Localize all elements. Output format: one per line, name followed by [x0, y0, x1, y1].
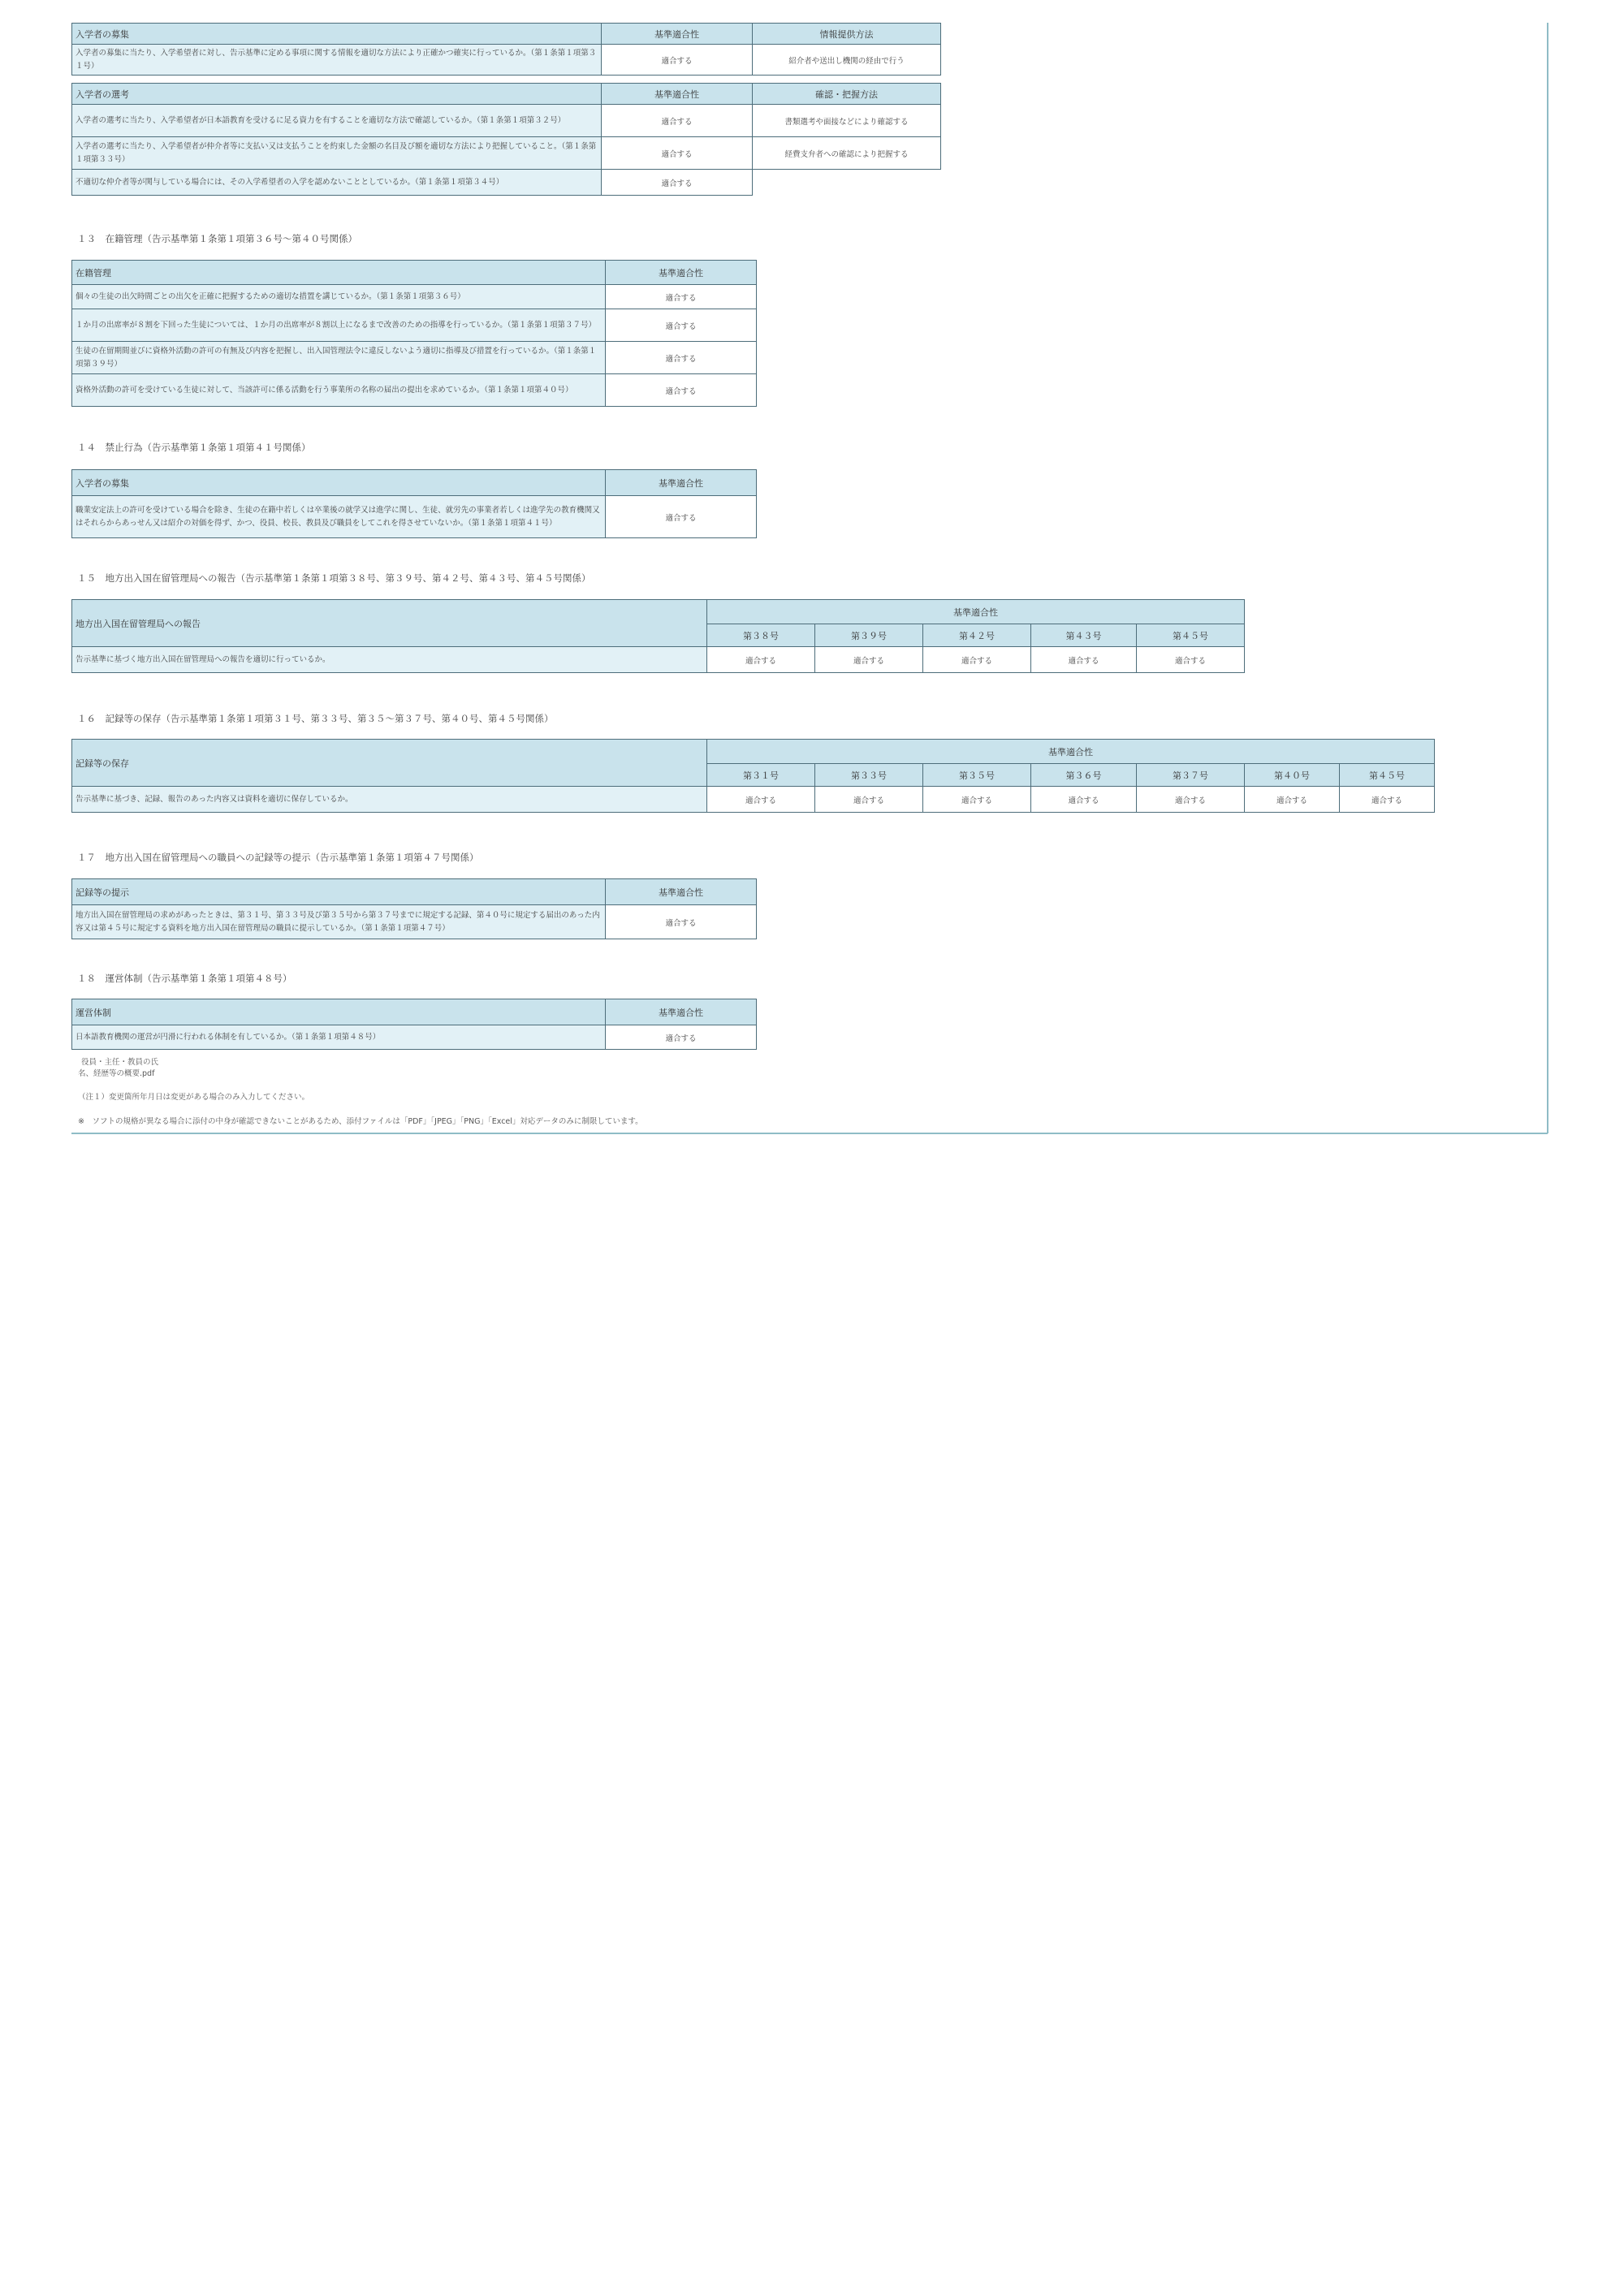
table-row	[72, 342, 757, 374]
conformity-value: 適合する	[815, 787, 923, 813]
method-value: 経費支弁者への確認により把握する	[753, 137, 941, 170]
column-header-conformity: 基準適合性	[606, 879, 757, 905]
table-header: 記録等の提示	[72, 879, 606, 905]
column-group-conformity: 基準適合性	[707, 600, 1245, 624]
conformity-value: 適合する	[923, 787, 1031, 813]
column-header-method: 情報提供方法	[753, 24, 941, 45]
conformity-value: 適合する	[602, 45, 753, 76]
conformity-value: 適合する	[707, 787, 815, 813]
table-record-presentation	[71, 878, 757, 939]
column-header-conformity: 基準適合性	[606, 470, 757, 496]
conformity-value: 適合する	[606, 374, 757, 407]
page-frame-bottom	[71, 1133, 1548, 1134]
row-question: 個々の生徒の出欠時間ごとの出欠を正確に把握するための適切な措置を講じているか。（第１条第１項第３６号）	[72, 285, 606, 309]
column-header-article: 第３１号	[707, 764, 815, 787]
conformity-value: 適合する	[923, 647, 1031, 673]
table-header: 入学者の募集	[72, 24, 602, 45]
table-row	[72, 105, 941, 137]
section-title-13: １３ 在籍管理（告示基準第１条第１項第３６号～第４０号関係）	[77, 233, 357, 244]
row-question: 入学者の選考に当たり、入学希望者が仲介者等に支払い又は支払うことを約束した金額の名目及び額を適切な方法により把握していること。（第１条第１項第３３号）	[72, 137, 602, 170]
table-header: 在籍管理	[72, 261, 606, 285]
table-record-retention	[71, 739, 1435, 813]
row-question: 職業安定法上の許可を受けている場合を除き、生徒の在籍中若しくは卒業後の就学又は進学に関し、生徒、就労先の事業者若しくは進学先の教育機関又はそれらからあっせん又は紹介の対価を得ず、かつ、役員、校長、教員及び職員をしてこれを得させていないか。（第１条第１項第４１号）	[72, 496, 606, 538]
conformity-value: 適合する	[606, 342, 757, 374]
table-row	[72, 170, 941, 196]
conformity-value: 適合する	[606, 496, 757, 538]
footnote: ※ ソフトの規格が異なる場合に添付の中身が確認できないことがあるため、添付ファイルは「PDF」「JPEG」「PNG」「Excel」対応データのみに制限しています。	[78, 1117, 643, 1126]
column-header-conformity: 基準適合性	[602, 24, 753, 45]
row-question: 入学者の選考に当たり、入学希望者が日本語教育を受けるに足る資力を有することを適切な方法で確認しているか。（第１条第１項第３２号）	[72, 105, 602, 137]
row-question: 日本語教育機関の運営が円滑に行われる体制を有しているか。（第１条第１項第４８号）	[72, 1025, 606, 1050]
row-question: 生徒の在留期間並びに資格外活動の許可の有無及び内容を把握し、出入国管理法令に違反しないよう適切に指導及び措置を行っているか。（第１条第１項第３９号）	[72, 342, 606, 374]
row-question: 告示基準に基づく地方出入国在留管理局への報告を適切に行っているか。	[72, 647, 707, 673]
method-value: 紹介者や送出し機関の経由で行う	[753, 45, 941, 76]
table-recruitment-info	[71, 23, 941, 76]
conformity-value: 適合する	[1031, 647, 1137, 673]
table-selection	[71, 83, 941, 196]
column-header-article: 第４０号	[1245, 764, 1340, 787]
row-question: 入学者の募集に当たり、入学希望者に対し、告示基準に定める事項に関する情報を適切な方法により正確かつ確実に行っているか。（第１条第１項第３１号）	[72, 45, 602, 76]
table-row	[72, 137, 941, 170]
conformity-value: 適合する	[1245, 787, 1340, 813]
section-title-18: １８ 運営体制（告示基準第１条第１項第４８号）	[77, 973, 292, 984]
table-prohibited-acts	[71, 469, 757, 538]
column-header-article: 第３５号	[923, 764, 1031, 787]
method-value	[753, 170, 941, 196]
footnote: （注１）変更箇所年月日は変更がある場合のみ入力してください。	[78, 1093, 310, 1102]
column-header-conformity: 基準適合性	[602, 84, 753, 105]
table-row	[72, 787, 1435, 813]
conformity-value: 適合する	[815, 647, 923, 673]
method-value: 書類選考や面接などにより確認する	[753, 105, 941, 137]
table-row	[72, 285, 757, 309]
table-row	[72, 45, 941, 76]
conformity-value: 適合する	[606, 1025, 757, 1050]
table-row	[72, 647, 1245, 673]
table-row	[72, 309, 757, 342]
section-title-15: １５ 地方出入国在留管理局への報告（告示基準第１条第１項第３８号、第３９号、第４２号、第４３号、第４５号関係）	[77, 572, 591, 584]
row-question: 地方出入国在留管理局の求めがあったときは、第３１号、第３３号及び第３５号から第３７号までに規定する記録、第４０号に規定する届出のあった内容又は第４５号に規定する資料を地方出入国在留管理局の職員に提示しているか。（第１条第１項第４７号）	[72, 905, 606, 939]
conformity-value: 適合する	[1137, 787, 1245, 813]
page-frame-right	[1547, 23, 1548, 1133]
column-header-method: 確認・把握方法	[753, 84, 941, 105]
section-title-14: １４ 禁止行為（告示基準第１条第１項第４１号関係）	[77, 442, 311, 453]
column-header-article: 第３７号	[1137, 764, 1245, 787]
table-row	[72, 496, 757, 538]
column-header-article: 第４５号	[1340, 764, 1435, 787]
section-title-16: １６ 記録等の保存（告示基準第１条第１項第３１号、第３３号、第３５～第３７号、第４０号、第４５号関係）	[77, 713, 554, 724]
attachment-file-name: 役員・主任・教員の氏	[81, 1058, 159, 1067]
column-header-conformity: 基準適合性	[606, 261, 757, 285]
table-row	[72, 374, 757, 407]
conformity-value: 適合する	[602, 170, 753, 196]
table-header: 地方出入国在留管理局への報告	[72, 600, 707, 647]
row-question: １か月の出席率が８割を下回った生徒については、１か月の出席率が８割以上になるまで改善のための指導を行っているか。（第１条第１項第３７号）	[72, 309, 606, 342]
table-row	[72, 1025, 757, 1050]
column-header-article: 第３９号	[815, 624, 923, 647]
table-header: 入学者の選考	[72, 84, 602, 105]
column-header-conformity: 基準適合性	[606, 999, 757, 1025]
attachment-file-name: 名、経歴等の概要.pdf	[78, 1069, 155, 1078]
column-header-article: 第４３号	[1031, 624, 1137, 647]
row-question: 告示基準に基づき、記録、報告のあった内容又は資料を適切に保存しているか。	[72, 787, 707, 813]
column-header-article: 第３８号	[707, 624, 815, 647]
row-question: 不適切な仲介者等が関与している場合には、その入学希望者の入学を認めないこととしているか。（第１条第１項第３４号）	[72, 170, 602, 196]
table-enrollment-management	[71, 260, 757, 407]
conformity-value: 適合する	[606, 285, 757, 309]
column-header-article: 第３３号	[815, 764, 923, 787]
conformity-value: 適合する	[707, 647, 815, 673]
section-title-17: １７ 地方出入国在留管理局への職員への記録等の提示（告示基準第１条第１項第４７号関係）	[77, 852, 479, 863]
column-header-article: 第３６号	[1031, 764, 1137, 787]
column-group-conformity: 基準適合性	[707, 740, 1435, 764]
conformity-value: 適合する	[1031, 787, 1137, 813]
table-report-to-immigration	[71, 599, 1245, 673]
conformity-value: 適合する	[602, 137, 753, 170]
column-header-article: 第４２号	[923, 624, 1031, 647]
conformity-value: 適合する	[1137, 647, 1245, 673]
table-row	[72, 905, 757, 939]
conformity-value: 適合する	[602, 105, 753, 137]
conformity-value: 適合する	[606, 905, 757, 939]
table-operation-system	[71, 999, 757, 1050]
table-header: 記録等の保存	[72, 740, 707, 787]
table-header: 運営体制	[72, 999, 606, 1025]
row-question: 資格外活動の許可を受けている生徒に対して、当該許可に係る活動を行う事業所の名称の届出の提出を求めているか。（第１条第１項第４０号）	[72, 374, 606, 407]
column-header-article: 第４５号	[1137, 624, 1245, 647]
conformity-value: 適合する	[1340, 787, 1435, 813]
table-header: 入学者の募集	[72, 470, 606, 496]
conformity-value: 適合する	[606, 309, 757, 342]
